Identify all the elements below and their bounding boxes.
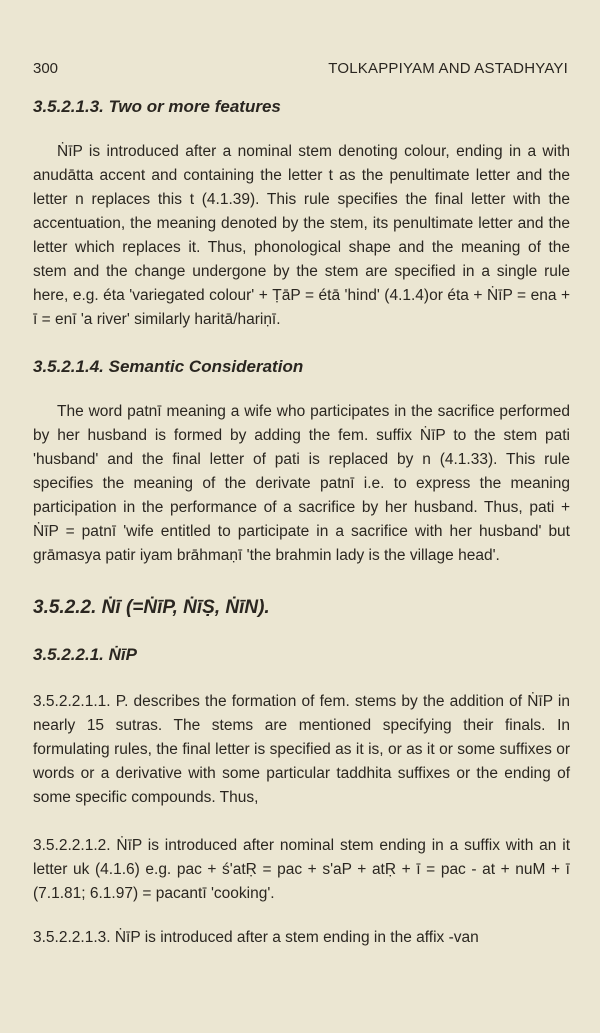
- section-heading-ni: 3.5.2.2. Ṅī (=ṄīP, ṄīṢ, ṄīN).: [33, 597, 270, 618]
- page-content: [33, 96, 570, 950]
- paragraph-nip-formation: 3.5.2.2.1.1. P. describes the formation of fem. stems by the addition of ṄīP in nearly 15 sutras. The stems are mentioned specifying their finals. In formulating rules, the final letter is specified as it is, or as it or some suffixes or words or a derivative with some particular taddhita suffixes or the ending of some specific compounds. Thus,: [33, 693, 570, 806]
- page-number: 300: [33, 60, 59, 77]
- paragraph-nip-van: 3.5.2.2.1.3. ṄīP is introduced after a stem ending in the affix -van: [33, 929, 479, 946]
- section-heading-semantic-consideration: 3.5.2.1.4. Semantic Consideration: [33, 357, 304, 376]
- running-head: [33, 60, 568, 80]
- paragraph-patni: The word patnī meaning a wife who participates in the sacrifice performed by her husband is formed by adding the fem. suffix ṄīP to the stem pati 'husband' and the final letter of pati is replaced by n (4.1.33). This rule specifies the meaning of the derivate patnī i.e. to express the meaning participation in the performance of a sacrifice by her husband. Thus, pati + ṄīP = patnī 'wife entitled to participate in a sacrifice with her husband' but grāmasya patir iyam brāhmaṇī 'the brahmin lady is the village head'.: [33, 403, 570, 564]
- paragraph-colour-rule: ṄīP is introduced after a nominal stem denoting colour, ending in a with anudātta accent and containing the letter t as the penultimate letter and the letter n replaces this t (4.1.39). This rule specifies the final letter with the accentuation, the meaning denoted by the stem, its penultimate letter and the letter which replaces it. Thus, phonological shape and the meaning of the stem and the change undergone by the stem are specified in a single rule here, e.g. éta 'variegated colour' + ṬāP = étā 'hind' (4.1.4)or éta + ṄīP = ena + ī = enī 'a river' similarly haritā/hariṇī.: [33, 143, 570, 328]
- paragraph-nip-uk: 3.5.2.2.1.2. ṄīP is introduced after nominal stem ending in a suffix with an it letter uk (4.1.6) e.g. pac + ś'atṚ = pac + s'aP + atṚ + ī = pac - at + nuM + ī (7.1.81; 6.1.97) = pacantī 'cooking'.: [33, 837, 570, 902]
- running-title: TOLKAPPIYAM AND ASTADHYAYI: [328, 60, 568, 77]
- section-heading-two-or-more-features: 3.5.2.1.3. Two or more features: [33, 97, 281, 116]
- section-heading-nip: 3.5.2.2.1. ṄīP: [33, 645, 137, 664]
